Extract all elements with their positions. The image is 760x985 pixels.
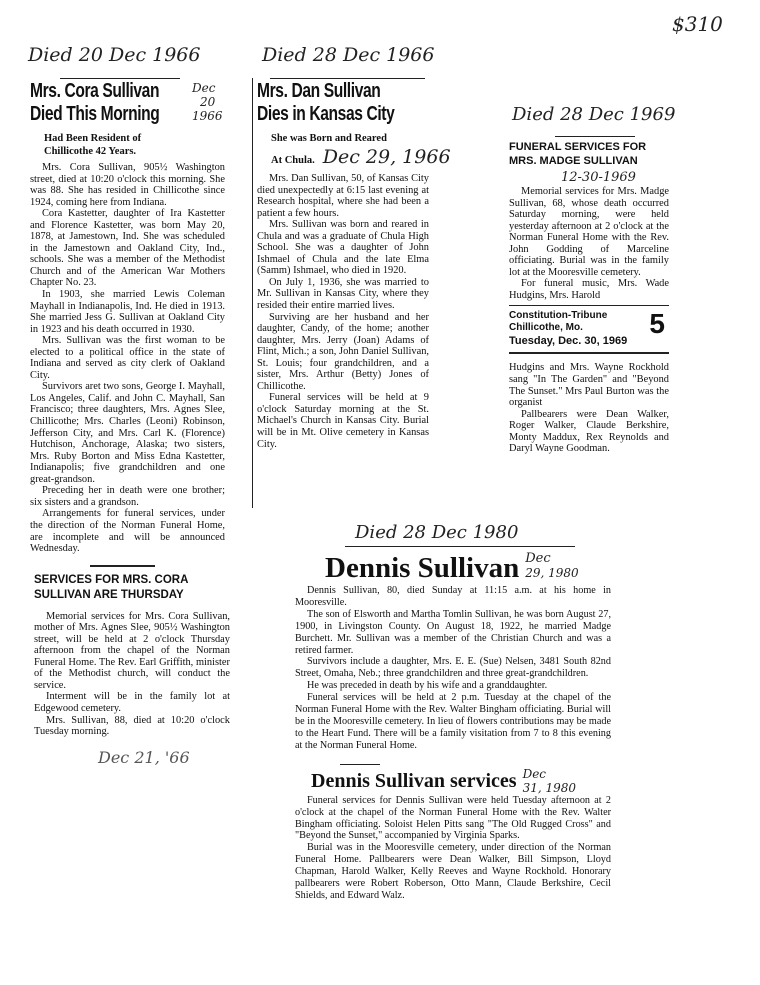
paragraph: He was preceded in death by his wife and a granddaughter.: [307, 680, 548, 692]
handwritten-note-date: 31, 1980: [522, 780, 577, 795]
handwritten-note-month: Dec: [192, 81, 216, 95]
divider: [345, 546, 575, 547]
handwritten-death-date: Died 28 Dec 1980: [355, 522, 519, 543]
handwritten-note-month: Dec: [525, 551, 551, 566]
paragraph: For funeral music, Mrs. Wade Hudgins, Mrs. Harold: [509, 278, 669, 301]
paragraph: Funeral services will be held at 9 o'clock Saturday morning at the St. Michael's Church in Kansas City. Burial will be in Mt. Olive cemetery in Kansas City.: [257, 392, 429, 450]
paragraph: Mrs. Cora Sullivan, 905½ Washington street, died at 10:20 o'clock this morning. She was 88. She has resided in Chillicothe since 1924, coming here from Indiana.: [30, 162, 225, 208]
paragraph: Survivors include a daughter, Mrs. E. E. (Sue) Nelsen, 3481 South 82nd Street, Omaha, Neb.; three grandchildren and three great-grandchildren.: [295, 656, 611, 680]
headline: Dennis Sullivan: [325, 552, 520, 584]
handwritten-note-day: 20: [200, 95, 216, 109]
newspaper-name: Constitution-Tribune: [509, 310, 608, 322]
headline-line: SULLIVAN ARE THURSDAY: [34, 588, 184, 601]
newspaper-page-number: 5: [649, 308, 665, 340]
paragraph: Memorial services for Mrs. Madge Sullivan, 68, whose death occurred Saturday morning, were held yesterday afternoon at 2 o'clock at the Norman Funeral Home with the Rev. John Godding of Marceline officiating. Burial was in the family lot at the Mooresville cemetery.: [509, 186, 669, 278]
divider: [509, 352, 669, 354]
paragraph: Memorial services for Mrs. Cora Sullivan, mother of Mrs. Agnes Slee, 905½ Washington street, will be held at 2 o'clock Thursday afternoon from the chapel of the Norman Funeral Home. The Rev. Earl Griffith, minister of the Methodist church, will conduct the service.: [34, 610, 230, 691]
divider: [60, 78, 180, 79]
divider: [270, 78, 425, 79]
headline-line: Mrs. Cora Sullivan: [30, 80, 160, 102]
headline: Dennis Sullivan services: [311, 769, 517, 792]
paragraph: Pallbearers were Dean Walker, Roger Walker, Claude Berkshire, Monty Maddux, Rex Reynolds and Daryl Wayne Goodman.: [509, 408, 669, 455]
subhead-line: Chillicothe 42 Years.: [44, 146, 137, 157]
dan-obituary-clipping: [257, 80, 451, 450]
headline-line: FUNERAL SERVICES FOR: [509, 141, 647, 153]
article-body: [30, 162, 225, 555]
divider: [555, 136, 635, 137]
headline-line: SERVICES FOR MRS. CORA: [34, 573, 189, 586]
dennis-column: [295, 552, 611, 902]
handwritten-note: 12-30-1969: [561, 170, 636, 185]
handwritten-death-date: Died 28 Dec 1966: [262, 44, 435, 66]
paragraph: On July 1, 1936, she was married to Mr. Sullivan in Kansas City, where they resided their entire married lives.: [257, 276, 429, 312]
cora-obituary-clipping: [30, 80, 230, 555]
paragraph: Arrangements for funeral services, under the direction of the Norman Funeral Home, are incomplete and will be announced Wednesday.: [30, 508, 225, 555]
divider: [90, 565, 155, 567]
paragraph: Funeral services will be held at 2 p.m. Tuesday at the chapel of the Norman Funeral Home with the Rev. Walter Bingham officiating. Burial will be in the Mooresville cemetery. In lieu of flowers contributions may be made to the Heart Fund. There will be a family visitation from 7 to 8 this evening at the Norman Funeral Home.: [295, 692, 611, 751]
handwritten-note: Dec 29, 1966: [322, 146, 451, 168]
dennis-obituary-clipping: [295, 552, 611, 752]
paragraph: Dennis Sullivan, 80, died Sunday at 11:15 a.m. at his home in Mooresville.: [295, 585, 611, 608]
subhead-line: At Chula.: [271, 155, 315, 166]
paragraph: Preceding her in death were one brother; six sisters and a grandson.: [30, 485, 225, 508]
headline-line: Died This Morning: [30, 103, 160, 125]
paragraph: Hudgins and Mrs. Wayne Rockhold sang "In The Garden" and "Beyond The Sunset." Mrs Paul Burton was the organist: [509, 362, 669, 409]
paragraph: Funeral services for Dennis Sullivan were held Tuesday afternoon at 2 o'clock at the chapel of the Norman Funeral Home with the Rev. Walter Bingham officiating. Soloist Helen Pitts sang "The Old Rugged Cross" and "Beyond the Sunset," accompanied by Virginia Sparks.: [295, 794, 611, 842]
paragraph: Interment will be in the family lot at Edgewood cemetery.: [34, 691, 230, 714]
masthead: [509, 305, 669, 354]
paragraph: The son of Elsworth and Martha Tomlin Sullivan, he was born August 27, 1900, in Livingston County. On August 18, 1922, he married Madge Burchett. Mr. Sullivan was a member of the Christian Church and was a retired farmer.: [295, 608, 611, 656]
dennis-services-clipping: [295, 767, 611, 902]
paragraph: Mrs. Sullivan was born and reared in Chula and was a graduate of Chula High School. She was a daughter of John Ishmael of Chula and the late Elma (Samm) Ishmael, who died in 1920.: [257, 219, 429, 277]
paragraph: In 1903, she married Lewis Coleman Mayhall in Indianapolis, Ind. He died in 1913. She married Jess G. Sullivan at Oakland City in 1923 and his death occurred in 1930.: [30, 289, 225, 335]
cora-column: [30, 80, 230, 768]
paragraph: Mrs. Dan Sullivan, 50, of Kansas City died unexpectedly at 6:15 last evening at Research hospital, where she had been a patient a few hours.: [257, 173, 429, 219]
headline-line: MRS. MADGE SULLIVAN: [509, 155, 638, 167]
paragraph: Mrs. Sullivan, 88, died at 10:20 o'clock Tuesday morning.: [34, 714, 230, 738]
paragraph: Cora Kastetter, daughter of Ira Kastetter and Florence Kastetter, was born May 20, 1878, at Jamestown, Ind. She was scheduled in the Jamestown and Oakland City, Ind., schools. She was a member of the Methodist Church and of the American War Mothers Chapter No. 23.: [30, 208, 225, 289]
paragraph: Surviving are her husband and her daughter, Candy, of the home; another daughter, Mrs. Jerry (Joan) Adams of Flint, Mich.; a son, John Daniel Sullivan, St. Louis; four grandchildren, and a sister, Mrs. Arthur (Betty) Jones of Chillicothe.: [257, 311, 429, 392]
madge-services-clipping: [509, 140, 669, 455]
headline-line: Dies in Kansas City: [257, 103, 395, 125]
headline-line: Mrs. Dan Sullivan: [257, 80, 381, 102]
paragraph: Mrs. Sullivan was the first woman to be elected to a political office in the state of Indiana and served as city clerk of Oakland City.: [30, 335, 225, 381]
divider: [340, 764, 380, 765]
handwritten-death-date: Died 28 Dec 1969: [512, 104, 676, 125]
cora-services-clipping: [30, 573, 230, 768]
paragraph: Survivors aret two sons, George I. Mayhall, Los Angeles, Calif. and John C. Mayhall, San Francisco; three daughters, Mrs. Agnes Slee, Chillicothe; Mrs. Charles (Leoni) Robinson, Jefferson City, and Mrs. Carl K. (Florence) Hutchison, Anchorage, Alaska; two sisters, Mrs. Ruby Borton and Miss Edna Kastetter, Indianapolis; five grandchildren and one great-grandson.: [30, 381, 225, 485]
handwritten-page-number: $310: [672, 12, 723, 36]
column-rule: [252, 78, 253, 508]
handwritten-note: Dec 21, '66: [98, 747, 190, 767]
handwritten-note-date: 29, 1980: [525, 566, 579, 580]
handwritten-note-year: 1966: [192, 109, 223, 123]
newspaper-location: Chillicothe, Mo.: [509, 322, 583, 334]
subhead-line: She was Born and Reared: [271, 133, 387, 144]
paragraph: Burial was in the Mooresville cemetery, under direction of the Norman Funeral Home. Pallbearers were Dean Walker, Bill Simpson, Lloyd Chapman, Harold Walker, Kelly Reeves and Wayne Rockhold. Honorary pallbearers were Robert Roberson, Otto Mann, Claude Berkshire, Cecil Shields, and Edward Walz.: [295, 842, 611, 901]
handwritten-death-date: Died 20 Dec 1966: [28, 44, 201, 66]
subhead-line: Had Been Resident of: [44, 133, 142, 144]
handwritten-note-month: Dec: [522, 766, 547, 781]
newspaper-date: Tuesday, Dec. 30, 1969: [509, 335, 628, 348]
